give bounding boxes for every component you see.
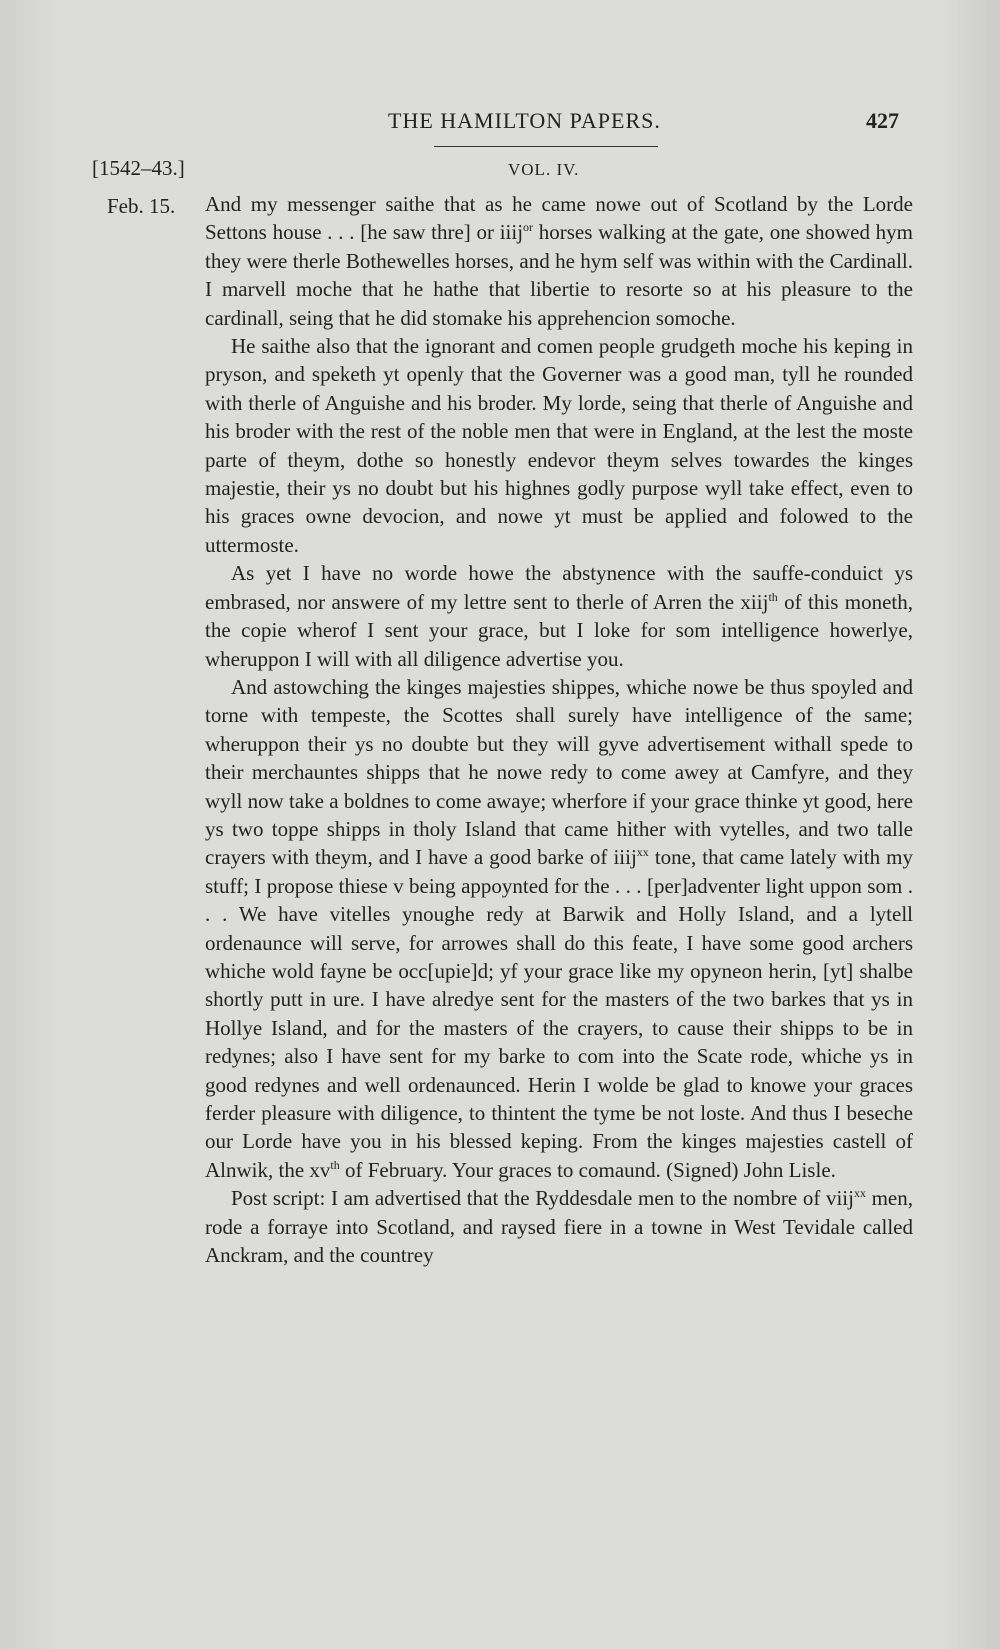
text-run: of February. Your graces to comaund. (Signed) John Lisle. (339, 1157, 836, 1182)
paragraph (205, 332, 913, 559)
text-run: tone, that came lately with my stuff; I propose thiese v being appoynted for the . . . [per]adventer light uppon som . . . We have vitelles ynoughe redy at Barwik and Holly Island, and a lytell ordenaunce will serve, for arrowes shall do this feate, I have some good archers whiche wold fayne be occ[upie]d; yf your grace like my opyneon herin, [yt] shalbe shortly putt in ure. I have alredye sent for the masters of the two barkes that ys in Hollye Island, and for the masters of the crayers, to cause their shipps to be in redynes; also I have sent for my barke to com into the Scate rode, whiche ys in good redynes and well ordenaunced. Herin I wolde be glad to knowe your graces ferder pleasure with diligence, to thintent the tyme be not loste. And thus I beseche our Lorde have you in his blessed keping. From the kinges majesties castell of Alnwik, the xv (205, 845, 913, 1182)
margin-year: [1542–43.] (92, 156, 185, 180)
superscript: xx (853, 1186, 866, 1201)
running-title: THE HAMILTON PAPERS. (388, 108, 661, 133)
superscript: or (523, 220, 534, 235)
body-text (205, 190, 913, 1269)
paragraph (205, 1184, 913, 1269)
text-run: of this moneth, the copie wherof I sent your grace, but I loke for som intelligence howerlye, wheruppon I will with all diligence advertise you. (205, 589, 913, 671)
header-rule (434, 146, 658, 147)
text-run: Post script: I am advertised that the Ryddesdale men to the nombre of viij (231, 1186, 854, 1211)
text-run: horses walking at the gate, one showed hym they were therle Bothewelles horses, and he hym self was within with the Cardinall. I marvell moche that he hathe that libertie to resorte so at his pleasure to the cardinall, seing that he did stomake his apprehencion somoche. (205, 220, 913, 330)
superscript: xx (636, 845, 649, 860)
text-run: And my messenger saithe that as he came nowe out of Scotland by the Lorde Settons house . . . [he saw thre] or iiij (205, 192, 913, 245)
page-number: 427 (866, 108, 899, 133)
margin-date: Feb. 15. (107, 194, 176, 218)
running-head (0, 108, 1000, 138)
volume-label: VOL. IV. (508, 160, 580, 179)
text-run: He saithe also that the ignorant and comen people grudgeth moche his keping in pryson, and speketh yt openly that the Governer was a good man, tyll he rounded with therle of Anguishe and his broder. My lorde, seing that therle of Anguishe and his broder with the rest of the noble men that were in England, at the lest the moste parte of theym, dothe so honestly endevor theym selves towardes the kinges majestie, their ys no doubt but his highnes godly purpose wyll take effect, even to his graces owne devocion, and nowe yt must be applied and folowed to the uttermoste. (205, 334, 913, 557)
paragraph (205, 190, 913, 332)
text-run: men, rode a forraye into Scotland, and raysed fiere in a towne in West Tevidale called Anckram, and the countrey (205, 1186, 913, 1268)
text-run: As yet I have no worde howe the abstynence with the sauffe-conduict ys embrased, nor answere of my lettre sent to therle of Arren the xiij (205, 561, 913, 614)
superscript: th (330, 1157, 340, 1172)
text-run: And astowching the kinges majesties shippes, whiche nowe be thus spoyled and torne with tempeste, the Scottes shall surely have intelligence of the same; wheruppon their ys no doubte but they will gyve advertisement withall spede to their merchauntes shipps that he nowe redy to come awey at Camfyre, and they wyll now take a boldnes to come awaye; wherfore if your grace thinke yt good, here ys two toppe shipps in tholy Island that came hither with vytelles, and two talle crayers with theym, and I have a good barke of iiij (205, 674, 913, 870)
paragraph (205, 559, 913, 673)
superscript: th (768, 589, 778, 604)
paragraph (205, 673, 913, 1184)
